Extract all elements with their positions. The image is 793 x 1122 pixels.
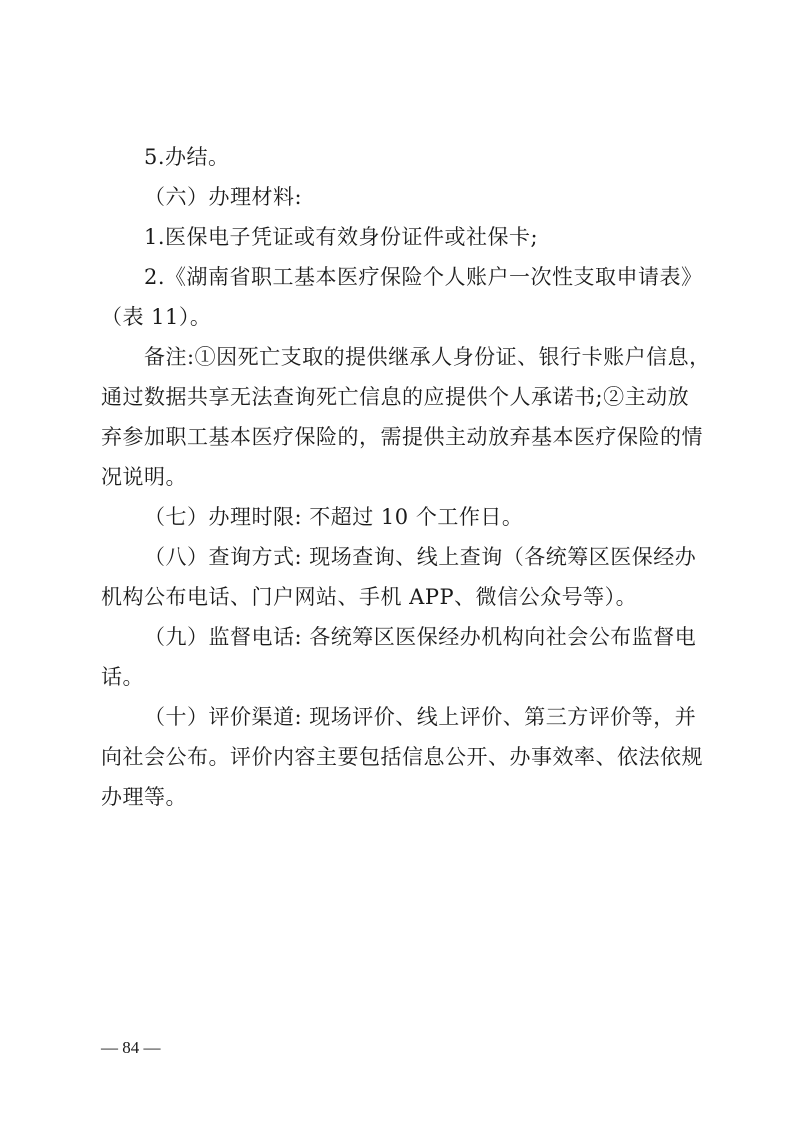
- text-line-supervision-cont: 话。: [101, 665, 144, 689]
- section-heading-time-limit: （七）办理时限: 不超过 10 个工作日。: [144, 505, 524, 529]
- text-line-4: 2.《湖南省职工基本医疗保险个人账户一次性支取申请表》: [144, 265, 703, 289]
- note-line-3: 弃参加职工基本医疗保险的，需提供主动放弃基本医疗保险的情: [101, 425, 703, 449]
- section-heading-materials: （六）办理材料:: [144, 185, 303, 209]
- section-heading-supervision: （九）监督电话: 各统筹区医保经办机构向社会公布监督电: [144, 625, 697, 649]
- section-heading-evaluation: （十）评价渠道: 现场评价、线上评价、第三方评价等，并: [144, 705, 697, 729]
- note-line-1: 备注:①因死亡支取的提供继承人身份证、银行卡账户信息，: [144, 345, 711, 369]
- note-line-4: 况说明。: [101, 465, 187, 489]
- section-heading-inquiry: （八）查询方式: 现场查询、线上查询（各统筹区医保经办: [144, 545, 697, 569]
- text-line-inquiry-cont: 机构公布电话、门户网站、手机 APP、微信公众号等）。: [101, 585, 638, 609]
- note-line-2: 通过数据共享无法查询死亡信息的应提供个人承诺书;②主动放: [101, 385, 690, 409]
- text-line-1: 5.办结。: [144, 145, 230, 169]
- text-line-5: （表 11）。: [101, 305, 212, 329]
- text-line-evaluation-cont-1: 向社会公布。评价内容主要包括信息公开、办事效率、依法依规: [101, 745, 703, 769]
- text-line-evaluation-cont-2: 办理等。: [101, 785, 187, 809]
- page-number: — 84 —: [101, 1038, 161, 1057]
- text-line-3: 1.医保电子凭证或有效身份证件或社保卡;: [144, 225, 539, 249]
